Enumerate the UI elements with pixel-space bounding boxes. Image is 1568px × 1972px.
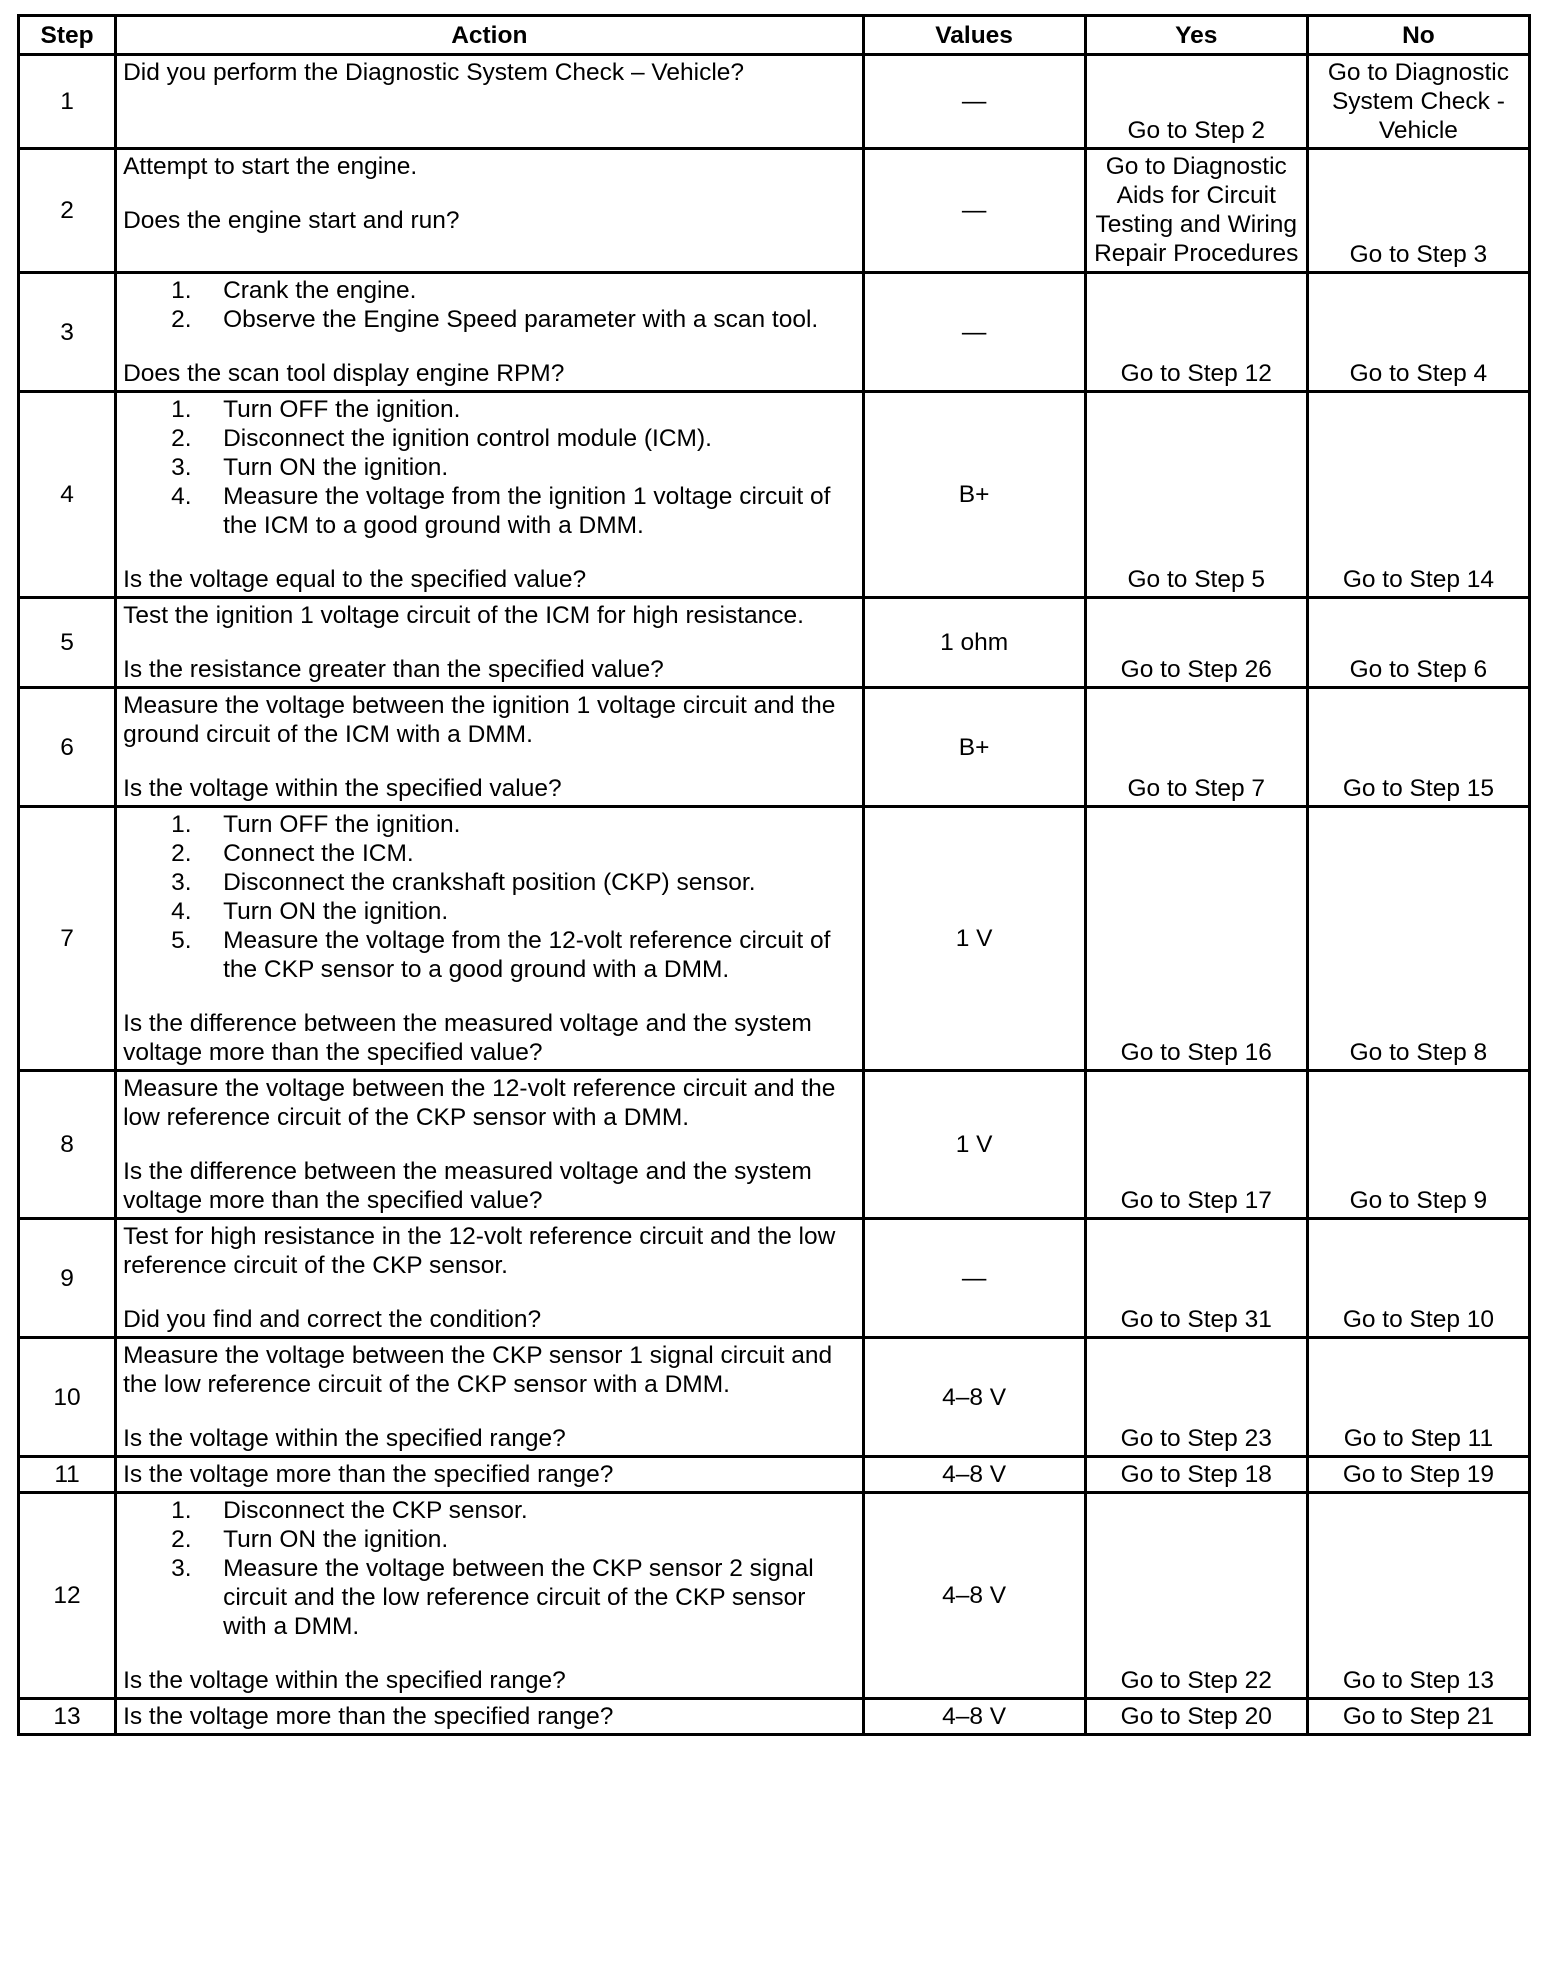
- table-row: [19, 1493, 1530, 1699]
- step-number: 6: [19, 688, 116, 807]
- action-question: Does the scan tool display engine RPM?: [123, 360, 565, 387]
- value-cell: 4–8 V: [863, 1457, 1085, 1493]
- action-step: Crank the engine.: [223, 277, 417, 304]
- value-cell: —: [863, 55, 1085, 149]
- action-cell: [116, 149, 863, 273]
- action-text: Test for high resistance in the 12-volt reference circuit and the low reference circuit of the CKP sensor.: [123, 1223, 836, 1279]
- no-cell: Go to Step 3: [1307, 149, 1529, 273]
- table-row: [19, 1219, 1530, 1338]
- value-cell: B+: [863, 688, 1085, 807]
- no-cell: Go to Step 15: [1307, 688, 1529, 807]
- step-number: 3: [19, 273, 116, 392]
- value-cell: —: [863, 1219, 1085, 1338]
- action-step: Turn OFF the ignition.: [223, 396, 461, 423]
- no-cell: Go to Step 13: [1307, 1493, 1529, 1699]
- no-cell: Go to Step 8: [1307, 807, 1529, 1071]
- header-step: Step: [19, 16, 116, 55]
- action-step: Disconnect the ignition control module (ICM).: [223, 425, 712, 452]
- value-cell: 1 ohm: [863, 598, 1085, 688]
- table-row: [19, 55, 1530, 149]
- action-cell: [116, 1699, 863, 1735]
- step-number: 10: [19, 1338, 116, 1457]
- header-row: [19, 16, 1530, 55]
- action-steps: [123, 276, 855, 334]
- action-cell: [116, 273, 863, 392]
- action-question: Is the voltage within the specified range?: [123, 1667, 566, 1694]
- step-number: 8: [19, 1071, 116, 1219]
- action-text: Measure the voltage between the ignition 1 voltage circuit and the ground circuit of the ICM with a DMM.: [123, 692, 836, 748]
- step-number: 13: [19, 1699, 116, 1735]
- value-cell: 4–8 V: [863, 1338, 1085, 1457]
- action-step: Measure the voltage from the 12-volt reference circuit of the CKP sensor to a good ground with a DMM.: [223, 927, 831, 983]
- no-cell: Go to Step 10: [1307, 1219, 1529, 1338]
- action-cell: [116, 392, 863, 598]
- no-cell: Go to Step 9: [1307, 1071, 1529, 1219]
- action-cell: [116, 688, 863, 807]
- action-text: Did you perform the Diagnostic System Check – Vehicle?: [123, 59, 745, 86]
- header-yes: Yes: [1085, 16, 1307, 55]
- table-row: [19, 1699, 1530, 1735]
- no-cell: Go to Step 6: [1307, 598, 1529, 688]
- action-step: Disconnect the CKP sensor.: [223, 1497, 528, 1524]
- table-row: [19, 1071, 1530, 1219]
- action-steps: [123, 395, 855, 540]
- no-cell: Go to Step 19: [1307, 1457, 1529, 1493]
- table-row: [19, 1457, 1530, 1493]
- value-cell: B+: [863, 392, 1085, 598]
- action-step: Turn OFF the ignition.: [223, 811, 461, 838]
- action-cell: [116, 1457, 863, 1493]
- action-question: Is the resistance greater than the specified value?: [123, 656, 664, 683]
- step-number: 12: [19, 1493, 116, 1699]
- yes-cell: Go to Step 31: [1085, 1219, 1307, 1338]
- action-steps: [123, 1496, 855, 1641]
- yes-cell: Go to Step 2: [1085, 55, 1307, 149]
- yes-cell: Go to Diagnostic Aids for Circuit Testing and Wiring Repair Procedures: [1085, 149, 1307, 273]
- value-cell: —: [863, 273, 1085, 392]
- yes-cell: Go to Step 22: [1085, 1493, 1307, 1699]
- no-cell: Go to Step 14: [1307, 392, 1529, 598]
- yes-cell: Go to Step 23: [1085, 1338, 1307, 1457]
- action-step: Observe the Engine Speed parameter with a scan tool.: [223, 306, 819, 333]
- value-cell: 1 V: [863, 1071, 1085, 1219]
- action-question: Does the engine start and run?: [123, 207, 460, 234]
- table-row: [19, 807, 1530, 1071]
- yes-cell: Go to Step 7: [1085, 688, 1307, 807]
- table-row: [19, 273, 1530, 392]
- table-row: [19, 392, 1530, 598]
- action-cell: [116, 1219, 863, 1338]
- header-no: No: [1307, 16, 1529, 55]
- value-cell: —: [863, 149, 1085, 273]
- action-text: Test the ignition 1 voltage circuit of the ICM for high resistance.: [123, 602, 804, 629]
- step-number: 5: [19, 598, 116, 688]
- action-cell: [116, 1493, 863, 1699]
- step-number: 7: [19, 807, 116, 1071]
- yes-cell: Go to Step 18: [1085, 1457, 1307, 1493]
- yes-cell: Go to Step 12: [1085, 273, 1307, 392]
- action-step: Disconnect the crankshaft position (CKP) sensor.: [223, 869, 756, 896]
- action-question: Is the voltage equal to the specified value?: [123, 566, 587, 593]
- yes-cell: Go to Step 17: [1085, 1071, 1307, 1219]
- action-cell: [116, 55, 863, 149]
- no-cell: Go to Diagnostic System Check - Vehicle: [1307, 55, 1529, 149]
- action-text: Measure the voltage between the 12-volt reference circuit and the low reference circuit of the CKP sensor with a DMM.: [123, 1075, 836, 1131]
- action-cell: [116, 1338, 863, 1457]
- action-text: Is the voltage more than the specified range?: [123, 1703, 614, 1730]
- action-steps: [123, 810, 855, 984]
- step-number: 1: [19, 55, 116, 149]
- action-step: Turn ON the ignition.: [223, 898, 449, 925]
- table-row: [19, 149, 1530, 273]
- yes-cell: Go to Step 26: [1085, 598, 1307, 688]
- no-cell: Go to Step 11: [1307, 1338, 1529, 1457]
- action-cell: [116, 1071, 863, 1219]
- action-text: Is the voltage more than the specified range?: [123, 1461, 614, 1488]
- step-number: 4: [19, 392, 116, 598]
- action-step: Turn ON the ignition.: [223, 1526, 449, 1553]
- table-row: [19, 688, 1530, 807]
- step-number: 2: [19, 149, 116, 273]
- action-question: Is the voltage within the specified range?: [123, 1425, 566, 1452]
- header-values: Values: [863, 16, 1085, 55]
- yes-cell: Go to Step 5: [1085, 392, 1307, 598]
- no-cell: Go to Step 21: [1307, 1699, 1529, 1735]
- header-action: Action: [116, 16, 863, 55]
- value-cell: 4–8 V: [863, 1493, 1085, 1699]
- action-cell: [116, 598, 863, 688]
- table-row: [19, 598, 1530, 688]
- value-cell: 1 V: [863, 807, 1085, 1071]
- action-step: Connect the ICM.: [223, 840, 414, 867]
- yes-cell: Go to Step 16: [1085, 807, 1307, 1071]
- diagnostic-table: [17, 14, 1531, 1736]
- action-step: Measure the voltage from the ignition 1 voltage circuit of the ICM to a good ground with a DMM.: [223, 483, 831, 539]
- step-number: 11: [19, 1457, 116, 1493]
- action-text: Attempt to start the engine.: [123, 153, 418, 180]
- value-cell: 4–8 V: [863, 1699, 1085, 1735]
- action-question: Is the difference between the measured voltage and the system voltage more than the specified value?: [123, 1158, 812, 1214]
- table-row: [19, 1338, 1530, 1457]
- action-cell: [116, 807, 863, 1071]
- action-step: Measure the voltage between the CKP sensor 2 signal circuit and the low reference circuit of the CKP sensor with a DMM.: [223, 1555, 814, 1640]
- action-step: Turn ON the ignition.: [223, 454, 449, 481]
- no-cell: Go to Step 4: [1307, 273, 1529, 392]
- action-question: Did you find and correct the condition?: [123, 1306, 542, 1333]
- action-question: Is the voltage within the specified value?: [123, 775, 562, 802]
- action-text: Measure the voltage between the CKP sensor 1 signal circuit and the low reference circuit of the CKP sensor with a DMM.: [123, 1342, 833, 1398]
- action-question: Is the difference between the measured voltage and the system voltage more than the specified value?: [123, 1010, 812, 1066]
- step-number: 9: [19, 1219, 116, 1338]
- yes-cell: Go to Step 20: [1085, 1699, 1307, 1735]
